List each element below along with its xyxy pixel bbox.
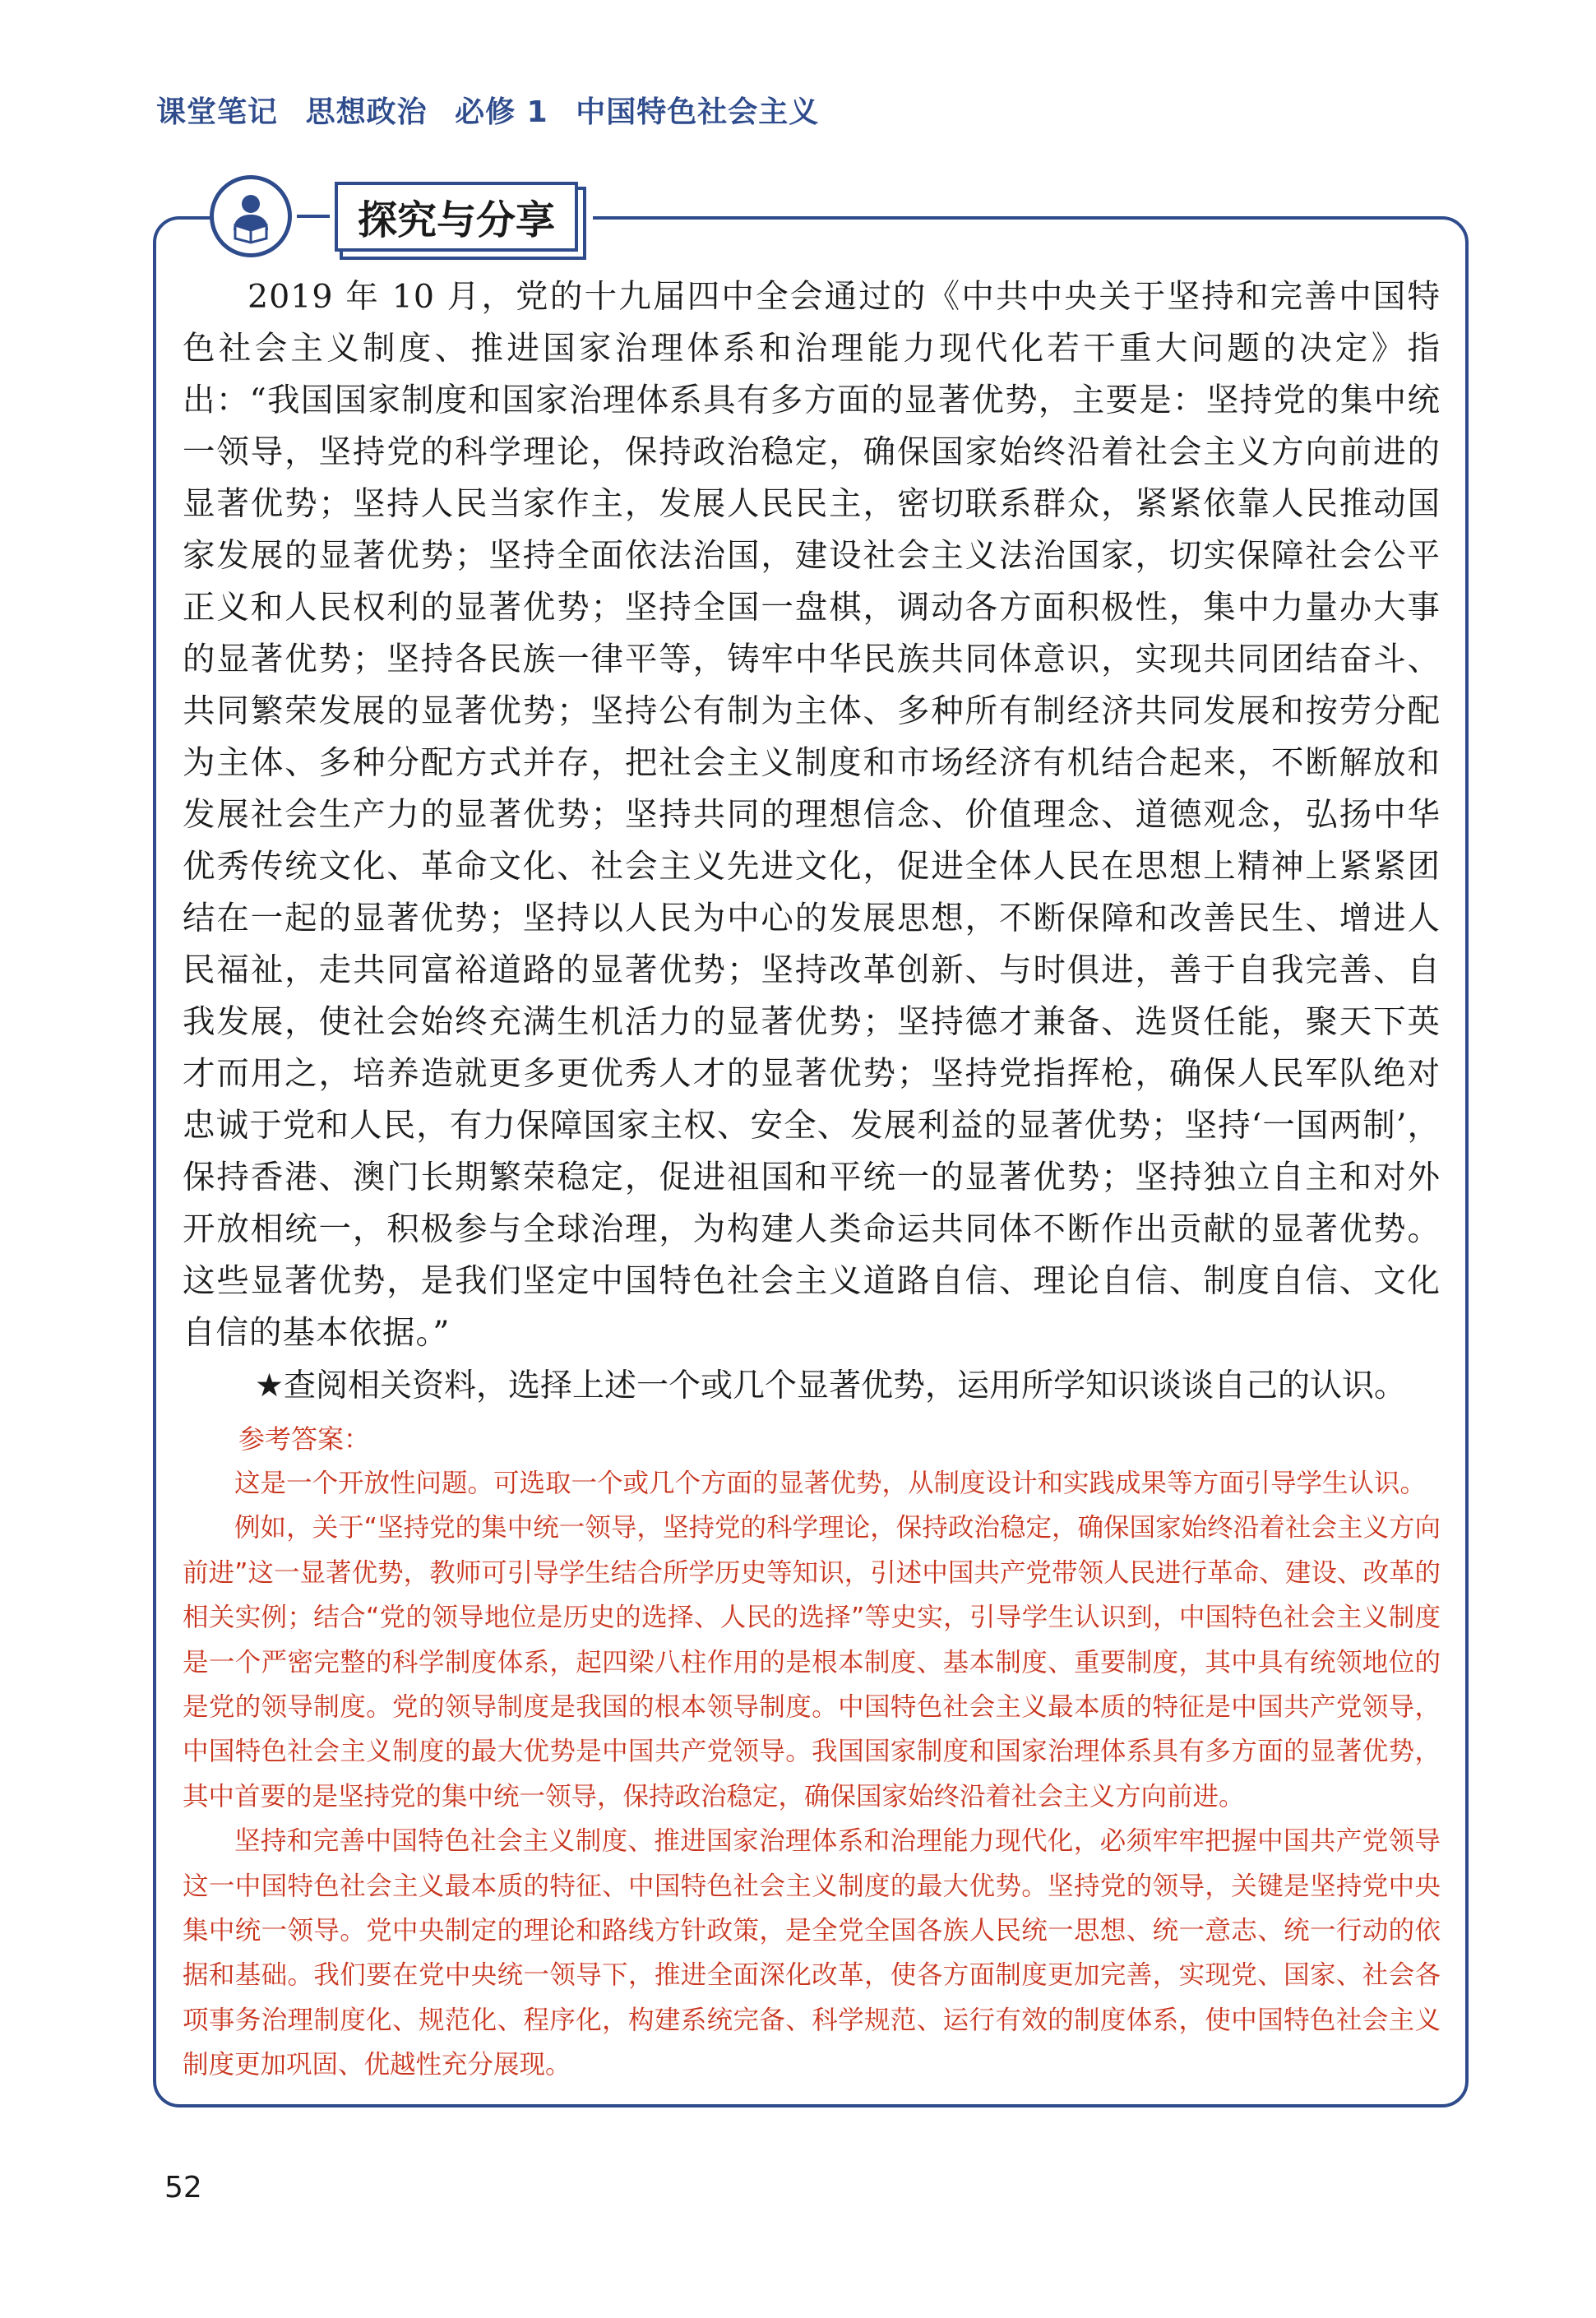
title-connector — [297, 215, 330, 218]
answer-paragraph-2: 例如，关于“坚持党的集中统一领导，坚持党的科学理论，保持政治稳定，确保国家始终沿着社会主义方向前进”这一显著优势，教师可引导学生结合所学历史等知识，引述中国共产党带领人民进行革命、建设、改革的相关实例；结合“党的领导地位是历史的选择、人民的选择”等史实，引导学生认识到，中国特色社会主义制度是一个严密完整的科学制度体系，起四梁八柱作用的是根本制度、基本制度、重要制度，其中具有统领地位的是党的领导制度。党的领导制度是我国的根本领导制度。中国特色社会主义最本质的特征是中国共产党领导，中国特色社会主义制度的最大优势是中国共产党领导。我国国家制度和国家治理体系具有多方面的显著优势，其中首要的是坚持党的集中统一领导，保持政治稳定，确保国家始终沿着社会主义方向前进。 — [183, 1513, 1441, 1811]
section-title-bar — [210, 171, 593, 261]
answer-label: 参考答案： — [238, 1423, 371, 1455]
header-subject: 思想政治 — [305, 95, 428, 129]
page-number: 52 — [164, 2171, 202, 2205]
header-title: 中国特色社会主义 — [576, 95, 820, 129]
header-book: 课堂笔记 — [156, 95, 279, 129]
question-prompt: ★查阅相关资料，选择上述一个或几个显著优势，运用所学知识谈谈自己的认识。 — [255, 1367, 1406, 1404]
section-title: 探究与分享 — [335, 182, 578, 252]
answer-paragraph-3: 坚持和完善中国特色社会主义制度、推进国家治理体系和治理能力现代化，必须牢牢把握中国共产党领导这一中国特色社会主义最本质的特征、中国特色社会主义制度的最大优势。坚持党的领导，关键是坚持党中央集中统一领导。党中央制定的理论和路线方针政策，是全党全国各族人民统一思想、统一意志、统一行动的依据和基础。我们要在党中央统一领导下，推进全面深化改革，使各方面制度更加完善，实现党、国家、社会各项事务治理制度化、规范化、程序化，构建系统完备、科学规范、运行有效的制度体系，使中国特色社会主义制度更加巩固、优越性充分展现。 — [183, 1826, 1441, 2080]
answer-paragraph-1: 这是一个开放性问题。可选取一个或几个方面的显著优势，从制度设计和实践成果等方面引导学生认识。 — [234, 1469, 1427, 1498]
box-content — [183, 271, 1441, 2088]
student-reading-icon — [210, 175, 292, 257]
passage-text: 2019 年 10 月，党的十九届四中全会通过的《中共中央关于坚持和完善中国特色社会主义制度、推进国家治理体系和治理能力现代化若干重大问题的决定》指出：“我国国家制度和国家治理体系具有多方面的显著优势，主要是：坚持党的集中统一领导，坚持党的科学理论，保持政治稳定，确保国家始终沿着社会主义方向前进的显著优势；坚持人民当家作主，发展人民民主，密切联系群众，紧紧依靠人民推动国家发展的显著优势；坚持全面依法治国，建设社会主义法治国家，切实保障社会公平正义和人民权利的显著优势；坚持全国一盘棋，调动各方面积极性，集中力量办大事的显著优势；坚持各民族一律平等，铸牢中华民族共同体意识，实现共同团结奋斗、共同繁荣发展的显著优势；坚持公有制为主体、多种所有制经济共同发展和按劳分配为主体、多种分配方式并存，把社会主义制度和市场经济有机结合起来，不断解放和发展社会生产力的显著优势；坚持共同的理想信念、价值理念、道德观念，弘扬中华优秀传统文化、革命文化、社会主义先进文化，促进全体人民在思想上精神上紧紧团结在一起的显著优势；坚持以人民为中心的发展思想，不断保障和改善民生、增进人民福祉，走共同富裕道路的显著优势；坚持改革创新、与时俱进，善于自我完善、自我发展，使社会始终充满生机活力的显著优势；坚持德才兼备、选贤任能，聚天下英才而用之，培养造就更多更优秀人才的显著优势；坚持党指挥枪，确保人民军队绝对忠诚于党和人民，有力保障国家主权、安全、发展利益的显著优势；坚持‘一国两制’，保持香港、澳门长期繁荣稳定，促进祖国和平统一的显著优势；坚持独立自主和对外开放相统一，积极参与全球治理，为构建人类命运共同体不断作出贡献的显著优势。这些显著优势，是我们坚定中国特色社会主义道路自信、理论自信、制度自信、文化自信的基本依据。” — [183, 278, 1441, 1352]
running-header — [156, 89, 835, 131]
header-volume: 必修 1 — [455, 95, 548, 129]
